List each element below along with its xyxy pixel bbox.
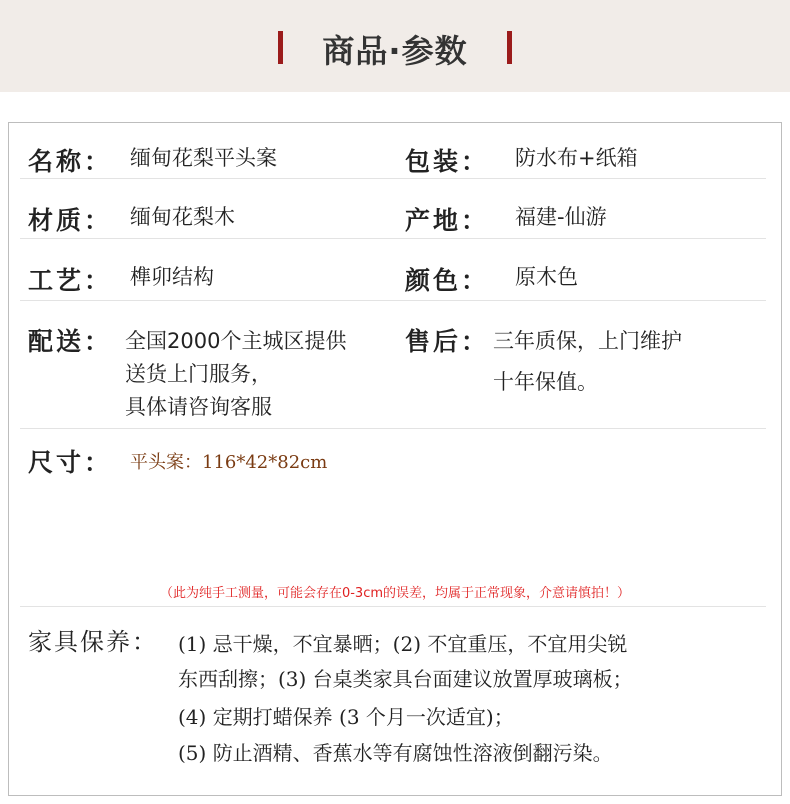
- care-line: 东西刮擦；(3) 台桌类家具台面建议放置厚玻璃板；: [178, 667, 633, 691]
- row-divider: [20, 606, 766, 607]
- craft-value: 榫卯结构: [130, 265, 214, 289]
- row-divider: [20, 428, 766, 429]
- row-divider: [20, 300, 766, 301]
- name-label: 名称：: [28, 147, 113, 176]
- row-divider: [20, 238, 766, 239]
- header-banner: [0, 0, 790, 92]
- color-value: 原木色: [515, 265, 578, 289]
- row-divider: [20, 178, 766, 179]
- title-right-bar: [507, 31, 512, 64]
- origin-label: 产地：: [405, 206, 490, 235]
- packaging-value: 防水布+纸箱: [515, 146, 638, 170]
- care-line: (1) 忌干燥，不宜暴晒；(2) 不宜重压，不宜用尖锐: [178, 632, 628, 656]
- delivery-line: 具体请咨询客服: [125, 395, 272, 419]
- spec-panel: [8, 122, 782, 796]
- delivery-label: 配送：: [28, 327, 113, 356]
- packaging-label: 包装：: [405, 147, 490, 176]
- material-value: 缅甸花梨木: [130, 205, 235, 229]
- delivery-line: 全国2000个主城区提供: [125, 329, 347, 353]
- after-sales-line: 三年质保，上门维护: [493, 329, 682, 353]
- size-value: 平头案：116*42*82cm: [130, 452, 328, 473]
- after-sales-label: 售后：: [405, 327, 490, 356]
- size-label: 尺寸：: [28, 448, 113, 477]
- after-sales-line: 十年保值。: [493, 370, 598, 394]
- care-label: 家具保养：: [28, 628, 158, 656]
- material-label: 材质：: [28, 206, 113, 235]
- origin-value: 福建-仙游: [515, 205, 607, 229]
- name-value: 缅甸花梨平头案: [130, 146, 277, 170]
- care-line: (4) 定期打蜡保养 (3 个月一次适宜)；: [178, 705, 514, 729]
- color-label: 颜色：: [405, 266, 490, 295]
- craft-label: 工艺：: [28, 266, 113, 295]
- section-title: 商品·参数: [322, 32, 468, 70]
- care-line: (5) 防止酒精、香蕉水等有腐蚀性溶液倒翻污染。: [178, 741, 613, 765]
- measurement-note: （此为纯手工测量，可能会存在0-3cm的误差，均属于正常现象，介意请慎拍！）: [159, 586, 631, 601]
- delivery-line: 送货上门服务，: [125, 362, 272, 386]
